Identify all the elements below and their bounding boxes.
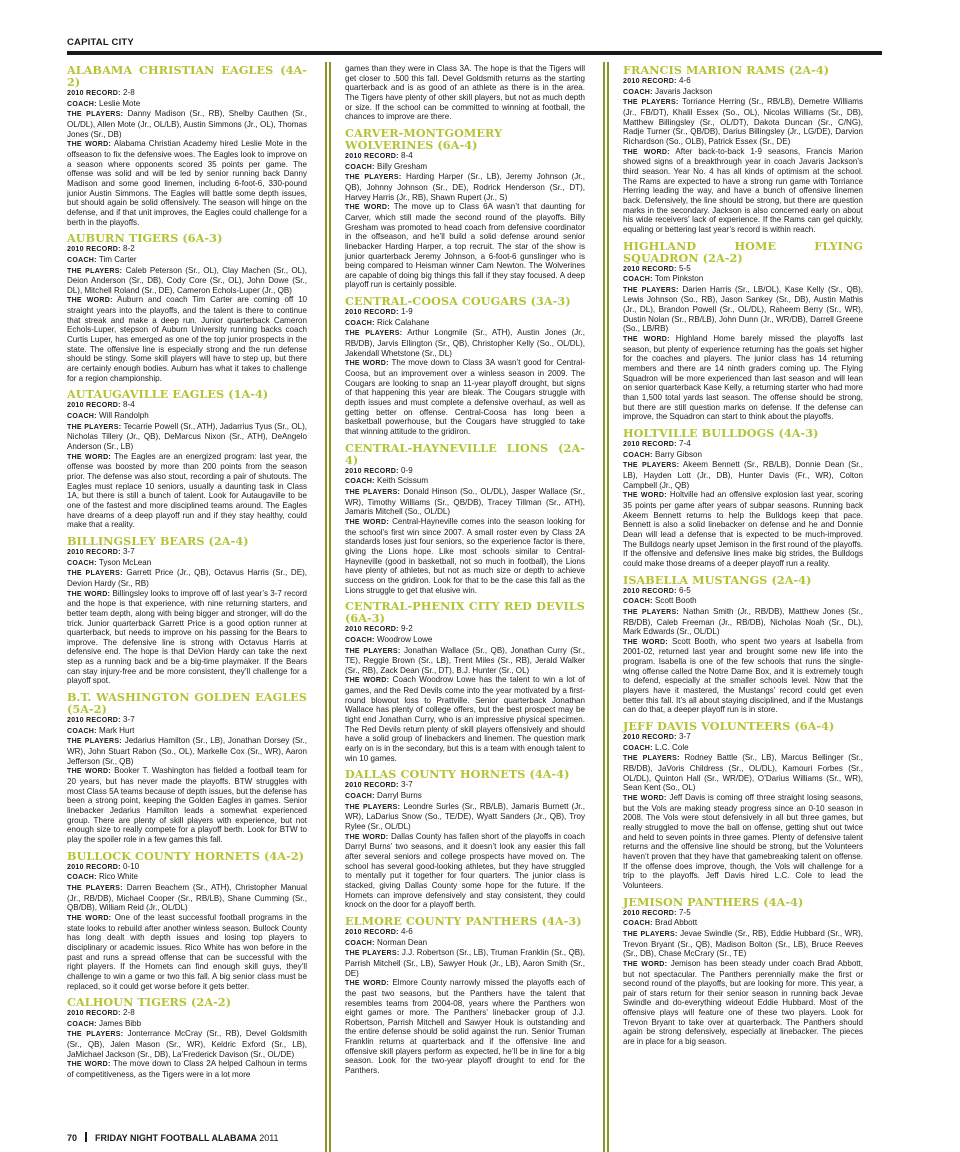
record-text: 3-7 [123,546,135,556]
team-name: JEFF DAVIS VOLUNTEERS (6A-4) [623,719,835,734]
word-label: THE WORD: [623,492,667,500]
players-label: THE PLAYERS: [67,738,122,746]
team-entry [67,850,307,992]
team-entry [623,574,863,716]
column-2 [345,64,585,1076]
coach-line [67,255,307,266]
players-label: THE PLAYERS: [345,803,401,811]
team-entry [345,768,585,910]
team-entry [623,720,863,891]
record-line [67,1008,307,1019]
word-text: Auburn and coach Tim Carter are coming off 10 straight years into the playoffs, and the talent is there to continue that streak and make a deep run. Junior quarterback Cameron Echols-Luper, stepson of Auburn University running backs coach Curtis Luper, has emerged as one of the top junior prospects in the state. The offensive line is especially strong and the run defense should be stingy. Some skill players will have to step up, but there are certainly enough bodies. Auburn has what it takes to challenge for a region championship. [67,295,308,383]
coach-label: COACH: [623,920,653,928]
coach-line [67,1019,307,1030]
players-label: THE PLAYERS: [623,608,680,616]
record-text: 3-7 [679,732,691,742]
coach-text: Keith Scissum [377,476,429,486]
word-line [623,959,863,1047]
word-label: THE WORD: [345,833,389,841]
word-line [67,295,307,383]
record-line [345,624,585,635]
record-text: 2-8 [123,1008,135,1018]
team-name: JEMISON PANTHERS (4A-4) [623,894,804,909]
word-line [67,452,307,530]
word-line [345,517,585,595]
players-line [623,607,863,637]
team-name: BULLOCK COUNTY HORNETS (4A-2) [67,848,305,863]
record-label: 2010 RECORD: [345,152,399,160]
word-text: The move down to Class 3A wasn’t good for Central-Coosa, but an improvement over a winless season in 2009. The Cougars are looking to snap an 11-year playoff drought, but signs of that happening this year are bleak. The Cougars struggle with depth issues and must complete a defensive overhaul, as well as getting better on offense. Central-Coosa has long been a basketball powerhouse, but the Cougars have struggled to take that winning attitude to the gridiron. [345,358,586,436]
players-label: THE PLAYERS: [67,423,122,431]
coach-line [345,476,585,487]
coach-label: COACH: [67,256,97,264]
players-label: THE PLAYERS: [345,174,402,182]
word-text: The Eagles are an energized program: last year, the offense was boosted by more than 200 points from the season prior. The defense was also stout, recording a pair of shutouts. The Eagles must replace 10 seniors, usually a daunting task in Class 1A, but there is still a bunch of talent. Look for Autaugaville to be one of the fastest and more disciplined teams around. The Eagles have dreams of a deep playoff run and if they stay healthy, could make that a reality. [67,451,308,530]
record-text: 0-10 [123,861,140,871]
coach-line [623,743,863,754]
team-name: B.T. WASHINGTON GOLDEN EAGLES (5A-2) [67,690,307,717]
coach-line [67,99,307,110]
record-text: 4-6 [679,76,691,85]
coach-label: COACH: [67,559,97,567]
coach-text: L.C. Cole [655,742,689,752]
word-line [67,1059,307,1079]
word-text: Holtville had an offensive explosion last year, scoring 35 points per game after years of subpar seasons. Running back Akeem Bennett returns to help the Bulldogs keep that pace. Bennett is also a solid linebacker on defense and he and Donnie Dean will lead a defense that is expected to be much-improved. The Bulldogs nearly upset Jemison in the first round of the playoffs. If the offensive and defensive lines make big strides, the Bulldogs could make those dreams of a deeper playoff run a reality. [623,490,863,568]
team-name: DALLAS COUNTY HORNETS (4A-4) [345,767,570,782]
players-label: THE PLAYERS: [345,330,403,338]
players-line [345,802,585,832]
players-line [67,568,307,588]
word-line [623,490,863,568]
coach-text: Woodrow Lowe [377,634,433,644]
players-text: Torriance Herring (Sr., RB/LB), Demetre Williams (Jr., FB/DT), Khalil Essex (So., OL), Nicolas Williams (Sr., DB), Matthew Billingsley (Sr., OL/DT), Dakota Duncan (Sr., C/NG), Radje Turner (Sr., QB/DB), Darius Billingsley (Jr., LG/DE), Darvion Richardson (So., OLB), Patrick Essex (Sr., DE) [623,97,864,146]
players-line [67,883,307,913]
coach-label: COACH: [623,276,653,284]
players-line [623,285,863,334]
record-label: 2010 RECORD: [345,467,399,475]
record-label: 2010 RECORD: [345,626,399,634]
coach-text: Norman Dean [377,937,428,947]
record-line [67,88,307,99]
word-line [345,64,585,122]
record-label: 2010 RECORD: [67,548,121,556]
word-text: games than they were in Class 3A. The hope is that the Tigers will get closer to .500 this fall. Devel Goldsmith returns as the starting quarterback and is as good of an athlete as there is in the area. The Tigers have plenty of other skill players, but not as much depth or size. If the school can be committed to winning at football, the chances to improve are there. [345,64,585,122]
record-text: 8-4 [123,400,135,410]
players-line [623,460,863,490]
word-text: One of the least successful football programs in the state looks to rebuild after another winless season. Bullock County has long dealt with depth issues and losing top players to disciplinary or academic issues. Rico White has won before in the past and runs a spread offense that can be successful with the right players. If the Hornets can find enough skill guys, they’ll challenge to win a game or two this fall. A big senior class must be replaced, so it could get worse before it gets better. [67,912,307,991]
record-label: 2010 RECORD: [623,78,677,85]
players-line [67,422,307,452]
record-label: 2010 RECORD: [623,587,677,595]
coach-text: James Bibb [99,1018,142,1028]
word-line [623,147,863,235]
players-label: THE PLAYERS: [623,755,680,763]
team-entry [345,295,585,437]
coach-label: COACH: [67,413,97,421]
word-label: THE WORD: [67,768,111,776]
team-entry [67,691,307,845]
page-footer [67,1132,279,1143]
word-line [345,202,585,290]
record-text: 8-2 [123,244,135,254]
coach-line [623,87,863,98]
coach-line [623,450,863,461]
record-line [67,715,307,726]
word-line [345,832,585,910]
coach-label: COACH: [623,744,653,752]
word-line [345,978,585,1076]
coach-text: Billy Gresham [377,161,428,171]
players-label: THE PLAYERS: [345,488,401,496]
word-label: THE WORD: [623,148,670,156]
record-line [623,264,863,275]
record-text: 3-7 [123,715,135,725]
record-line [67,400,307,411]
coach-text: Will Randolph [99,411,149,421]
page-number: 70 [67,1133,78,1143]
coach-line [623,596,863,607]
players-text: Donald Hinson (So., OL/DL), Jasper Wallace (Sr., WR), Timothy Williams (Sr., QB/DB), Tracey Tillman (Sr., ATH), Jamaris Mitchell (So., OL/DL) [345,486,585,517]
column-1 [67,64,307,1080]
team-name: CALHOUN TIGERS (2A-2) [67,995,232,1010]
coach-text: Scott Booth [655,596,697,606]
players-line [345,172,585,202]
players-label: THE PLAYERS: [67,570,123,578]
record-line [623,76,863,87]
record-line [67,547,307,558]
record-label: 2010 RECORD: [623,265,677,273]
coach-label: COACH: [67,874,97,882]
record-label: 2010 RECORD: [345,928,399,936]
word-text: After back-to-back 1-9 seasons, Francis Marion showed signs of a breakthrough year in coach Javaris Jackson’s third season. Year No. 4 has all kinds of optimism at the school. The Rams are expected to have a strong run game with Torriance Herring leading the way, and have a bunch of offensive linemen back. Defensively, the line should be strong, but there are question marks in the secondary. Jackson is also concerned early on about his wide receivers’ lack of experience. If the Rams can gel quickly, equaling or bettering last year’s record is within reach. [623,146,863,234]
record-line [345,151,585,162]
word-label: THE WORD: [67,1061,111,1069]
players-label: THE PLAYERS: [67,111,124,119]
team-entry [67,388,307,530]
word-line [623,334,863,422]
coach-text: Darryl Burns [377,791,422,801]
players-line [345,646,585,676]
players-text: Rodney Battle (Sr., LB), Marcus Bellinger (Sr., RB/DB), JaVoris Childress (Sr., OL/DL), Kamouri Forbes (Sr., OL/DL), Quinton Hall (Sr., WR/DE), O’Darius Williams (Sr., WR), Sean Kent (So., OL) [623,753,864,793]
word-line [67,766,307,844]
word-line [345,358,585,436]
team-entry [623,427,863,569]
team-name: BILLINGSLEY BEARS (2A-4) [67,533,249,548]
column-divider [603,62,605,1152]
team-entry [623,896,863,1047]
coach-label: COACH: [345,478,375,486]
coach-text: Brad Abbott [655,918,698,928]
team-entry [345,64,585,122]
word-label: THE WORD: [67,914,112,922]
coach-label: COACH: [623,451,653,459]
players-label: THE PLAYERS: [623,930,678,938]
record-label: 2010 RECORD: [67,402,121,410]
word-line [623,793,863,891]
column-3 [623,64,863,1047]
section-label: CAPITAL CITY [67,37,134,48]
team-name: CARVER-MONTGOMERY WOLVERINES (6A-4) [345,125,503,152]
players-text: Akeem Bennett (Sr., RB/LB), Donnie Dean (Sr., LB), Hayden Lott (Jr., DB), Hunter Davis (Fr., WR), Colton Campbell (Jr., QB) [623,460,863,490]
word-label: THE WORD: [67,590,111,598]
team-name: ALABAMA CHRISTIAN EAGLES (4A-2) [67,63,307,89]
players-label: THE PLAYERS: [623,462,680,470]
team-name: ISABELLA MUSTANGS (2A-4) [623,572,812,587]
players-line [623,97,863,146]
word-label: THE WORD: [345,360,389,368]
team-name: AUBURN TIGERS (6A-3) [67,231,223,246]
coach-line [67,726,307,737]
players-label: THE PLAYERS: [623,99,679,107]
record-text: 3-7 [401,780,413,790]
coach-line [345,318,585,329]
players-text: Jonathan Wallace (Sr., QB), Jonathan Curry (Sr., TE), Reggie Brown (Sr., LB), Trent Miles (Sr., RB), Jerald Walker (Sr., RB), Zack Dean (Sr., DT), B.J. Hunter (Sr., OL) [345,645,585,675]
record-line [67,244,307,255]
coach-line [345,938,585,949]
column-divider [325,62,327,1152]
record-label: 2010 RECORD: [67,717,121,725]
team-entry [67,232,307,383]
word-text: The move down to Class 2A helped Calhoun in terms of competitiveness, as the Tigers were in a lot more [67,1059,308,1080]
players-text: Danny Madison (Sr., RB), Shelby Cauthen (Sr., OL/DL), Allen Mote (Jr., OL/LB), Austin Simmons (Jr., OL), Thomas Jones (Sr., DB) [67,109,307,139]
word-label: THE WORD: [345,518,389,526]
coach-line [623,274,863,285]
record-line [345,466,585,477]
coach-label: COACH: [345,319,375,327]
word-label: THE WORD: [623,960,668,968]
players-line [623,753,863,793]
record-text: 5-5 [679,263,691,273]
word-label: THE WORD: [623,795,667,802]
players-line [67,109,307,139]
record-label: 2010 RECORD: [345,782,399,790]
team-name: HIGHLAND HOME FLYING SQUADRON (2A-2) [623,238,863,265]
coach-label: COACH: [345,939,375,947]
team-entry [623,64,863,235]
record-label: 2010 RECORD: [623,441,677,448]
players-line [345,328,585,358]
team-name: CENTRAL-COOSA COUGARS (3A-3) [345,294,571,309]
word-label: THE WORD: [67,453,112,461]
coach-line [67,558,307,569]
record-text: 7-5 [679,907,691,917]
word-text: The move up to Class 6A wasn’t that daunting for Carver, which still made the second round of the playoffs. Billy Gresham was promoted to head coach from defensive coordinator in the offseason, and he’ll build a solid defense around senior linebacker Harding Harper, a top recruit. The star of the show is junior quarterback Jeremy Johnson, a 6-foot-6 gunslinger who is being compared to Heisman winner Cam Newton. The Wolverines are capable of doing big things this fall if they stay focused. A deep playoff run is certainly possible. [345,202,585,290]
players-text: Nathan Smith (Jr., RB/DB), Matthew Jones (Sr., RB/DB), Caleb Freeman (Jr., RB/DB), Nicholas Noah (Sr., DL), Mark Edwards (Sr., OL/DL) [623,606,863,637]
record-text: 1-9 [401,307,413,317]
coach-text: Leslie Mote [99,98,141,108]
players-label: THE PLAYERS: [67,267,123,275]
record-label: 2010 RECORD: [67,90,121,97]
record-text: 6-5 [679,585,691,595]
word-line [623,637,863,715]
team-entry [623,240,863,423]
players-line [345,948,585,978]
coach-line [345,162,585,173]
word-text: Alabama Christian Academy hired Leslie Mote in the offseason to fix the defensive woes. The Eagles look to improve on a season where opponents scored 35 points per game. The offense was solid and will be led by senior running back Danny Madison and some good linemen, including 6-foot-6, 330-pound junior Austin Simmons. The Eagles will battle some depth issues, but should again be solid offensively. The season will hinge on the defense, and if that unit improves, the Eagles could challenge for a berth in the playoffs. [67,139,307,227]
team-name: HOLTVILLE BULLDOGS (4A-3) [623,426,819,440]
players-text: Harding Harper (Sr., LB), Jeremy Johnson (Jr., QB), Johnny Johnson (Sr., DE), Rodrick Henderson (Sr., DT), Harvey Harris (Jr., RB), Shawn Rupert (Jr., S) [345,172,586,202]
record-line [623,908,863,919]
record-label: 2010 RECORD: [623,909,677,917]
players-line [623,929,863,959]
word-label: THE WORD: [67,297,113,305]
coach-text: Barry Gibson [655,449,703,459]
record-text: 7-4 [679,439,691,448]
record-label: 2010 RECORD: [67,1010,121,1018]
coach-line [345,635,585,646]
word-line [345,675,585,763]
coach-text: Rick Calahane [377,317,430,327]
team-name: CENTRAL-HAYNEVILLE LIONS (2A-4) [345,440,585,467]
coach-label: COACH: [345,636,375,644]
word-text: Billingsley looks to improve off of last year’s 3-7 record and the hope is that experience, with nine returning starters, and better team depth, along with being bigger and stronger, will do the trick. Junior quarterback Garrett Price is a good option runner at quarterback, but needs to improve on his passing for the Bears to improve. The defensive line is strong with Octavus Harris at defensive end. The hope is that DeVion Hardy can take the next step as a running back and be a big-time playmaker. If the Bears can stay injury-free and be more consistent, they’ll challenge for a playoff spot. [67,588,307,686]
record-text: 4-6 [401,926,413,936]
record-line [623,439,863,450]
team-entry [67,996,307,1080]
players-text: Caleb Peterson (Sr., OL), Clay Machen (Sr., OL), Deion Anderson (Sr., DB), Cody Core (Sr., OL), John Dowe (Sr., DL), Mitchell Roland (Sr., DE), Cameron Echols-Luper (Jr., QB) [67,265,308,295]
record-label: 2010 RECORD: [623,734,677,742]
players-line [67,736,307,766]
players-text: Darien Harris (Sr., LB/OL), Kase Kelly (Sr., QB), Lewis Johnson (So., RB), Jason Sankey (Sr., DB), Austin Mathis (Jr., DL), Brandon Powell (Sr., OL/DL), Raheem Berry (Sr., WR), Dustin Nolan (Sr., RB/LB), John Dunn (Jr., WR/DB), Darrell Greene (So., LB/RB) [623,284,863,334]
record-text: 0-9 [401,465,413,475]
players-text: Jonterrance McCray (Sr., RB), Devel Goldsmith (Sr., QB), Jalen Mason (Sr., WR), Keldric Exford (Sr., LB), JaMichael Jackson (Sr., DB), La’Frederick Davison (Sr., OL/DE) [67,1029,307,1059]
record-line [345,927,585,938]
word-label: THE WORD: [345,204,390,212]
players-label: THE PLAYERS: [623,286,679,294]
word-text: Elmore County narrowly missed the playoffs each of the past two seasons, but the Panthers have the talent that resembles teams from 2004-08, years where the Panthers won eight games or more. The Panthers’ linebacker group of J.J. Robertson, Parrish Mitchell and Sawyer Houk is outstanding and the entire defense should be solid against the run. Senior Truman Franklin returns at quarterback and if the offensive line and offensive skill players perform as expected, he’ll be in line for a big season. Look for the two-year playoff drought to end for the Panthers. [345,978,585,1076]
players-text: J.J. Robertson (Sr., LB), Truman Franklin (Sr., QB), Parrish Mitchell (Sr., LB), Sawyer Houk (Jr., LB), Aaron Smith (Sr., DE) [345,948,585,978]
team-entry [67,535,307,686]
coach-label: COACH: [345,793,375,801]
publication-year: 2011 [259,1133,279,1143]
word-label: THE WORD: [345,980,390,988]
coach-line [623,918,863,929]
coach-line [67,872,307,883]
players-line [67,266,307,296]
word-line [67,139,307,227]
coach-label: COACH: [623,598,653,606]
word-label: THE WORD: [623,336,670,344]
players-text: Tecarrie Powell (Sr., ATH), Jadarrius Tyus (Sr., OL), Nicholas Tillery (Jr., QB), DeMarcus Nixon (Sr., ATH), DeAngelo Anderson (Sr., LB) [67,421,307,451]
record-line [67,862,307,873]
word-label: THE WORD: [345,677,390,685]
top-rule [67,51,882,55]
coach-label: COACH: [67,1020,97,1028]
players-text: Garrett Price (Jr., QB), Octavus Harris (Sr., DE), Devion Hardy (Sr., RB) [67,568,307,588]
players-label: THE PLAYERS: [67,884,123,892]
players-text: Darren Beachem (Sr., ATH), Christopher Manual (Jr., RB/DB), Michael Cooper (Sr., RB/LB), Shane Cumming (Sr., QB/DB), William Reid (Jr., OL/DL) [67,882,307,913]
publication-title: FRIDAY NIGHT FOOTBALL ALABAMA [95,1133,257,1143]
word-line [67,913,307,991]
record-label: 2010 RECORD: [67,863,121,871]
word-text: Scott Booth, who spent two years at Isabella from 2001-02, returned last year and brought some new life into the program. Isabella is one of the few schools that runs the single-wing offense called the Notre Dame Box, and it is extremely tough to defend, especially at the smaller schools level. Now that the players have it mastered, the Mustangs’ record could get even better this fall. It’s all about staying disciplined, and if the Mustangs can do that, a deeper playoff run is in store. [623,636,863,715]
word-text: Booker T. Washington has fielded a football team for 20 years, but has never made the playoffs. BTW struggles with most Class 5A teams because of depth issues, but the defense has been a strong point, keeping the Golden Eagles in games. Senior linebacker Jedarius Hamilton leads a somewhat experienced group. There are plenty of skill players with experience, but not enough size to really compete for a playoff berth. Look for BTW to play the spoiler role in a few games this fall. [67,766,307,844]
players-text: Arthur Longmile (Sr., ATH), Austin Jones (Jr., RB/DB), Jarvis Ellington (Sr., QB), Christopher Kelly (So., OL/DL), Jakendall Whetstone (Sr., DL) [345,328,586,358]
record-line [345,307,585,318]
team-name: CENTRAL-PHENIX CITY RED DEVILS (6A-3) [345,599,585,626]
team-name: FRANCIS MARION RAMS (2A-4) [623,63,830,77]
coach-label: COACH: [623,88,653,96]
coach-text: Tom Pinkston [654,274,704,284]
word-text: Jemison has been steady under coach Brad Abbott, but not spectacular. The Panthers perennially make the first or second round of the playoffs, but are looking for more. This year, a pair of stars return for their senior season in running back Jevae Swindle and do-everything wideout Eddie Hubbard. Most of the offensive plays will feature one of these two players. Look for Trevon Bryant to take over at quarterback. The Panthers should again be strong defensively, especially at linebacker. The pieces are in place for a big season. [623,958,864,1047]
coach-label: COACH: [67,100,97,108]
record-text: 8-4 [401,150,413,160]
team-entry [67,64,307,227]
footer-separator [85,1132,87,1142]
record-line [623,732,863,743]
players-label: THE PLAYERS: [345,647,401,655]
record-label: 2010 RECORD: [67,246,121,254]
coach-text: Tim Carter [98,254,137,264]
record-line [345,780,585,791]
word-label: THE WORD: [623,638,668,646]
word-text: Highland Home barely missed the playoffs last season, but plenty of experience returning has the goals set higher for the coaches and players. The junior class has 14 returning members and there are 14 ninth graders coming up. The Flying Squadron will be more experienced than last season and will lean on senior quarterback Kase Kelly, a returning starter who had more than 1,500 total yards last season. The offense should be strong, but there are still question marks on defense. If the defense can improve, the Squadron can start to think about the playoffs. [623,334,863,422]
team-name: AUTAUGAVILLE EAGLES (1A-4) [67,387,269,402]
word-label: THE WORD: [67,141,112,149]
word-text: Jeff Davis is coming off three straight losing seasons, but the Vols are making steady progress since an 0-10 season in 2008. The Vols were stout defensively in all but three games, but really struggled to move the ball on offense, getting shut out twice and held to seven points in three games. Plenty of defensive talent returns and the offensive line should be strong, but the Volunteers haven’t proven that they have that gamebreaking talent on offense. If the offense does improve, though, the Vols will challenge for a trip to the playoffs. Jeff Davis hired L.C. Cole to lead the Volunteers. [623,793,863,890]
coach-text: Javaris Jackson [655,86,713,96]
record-text: 9-2 [401,624,413,634]
coach-text: Tyson McLean [98,557,152,567]
players-text: Jevae Swindle (Sr., RB), Eddie Hubbard (Sr., WR), Trevon Bryant (Sr., QB), Madison Bolton (Sr., LB), Bruce Reeves (Sr., DB), Chase McCrary (Sr., TE) [623,928,863,959]
record-label: 2010 RECORD: [345,309,399,317]
coach-line [345,791,585,802]
coach-text: Rico White [99,872,138,882]
word-text: Dallas County has fallen short of the playoffs in coach Darryl Burns’ two seasons, and it doesn’t look any easier this fall after several seniors and college prospects have moved on. The school has several good-looking athletes, but they have struggled to mentally put it together for four quarters. The junior class is stacked, giving Dallas County some hope for the future. If the Hornets can improve defensively and stay consistent, they could knock on the door for a playoff berth. [345,831,585,910]
coach-label: COACH: [67,727,97,735]
word-line [67,589,307,687]
team-entry [345,442,585,596]
coach-label: COACH: [345,163,375,171]
word-text: Central-Hayneville comes into the season looking for the school’s first win since 2007. A small roster even by Class 2A standards loses just four seniors, so the experience factor is there, giving the Lions hope. Like most schools similar to Central-Hayneville (good in basketball, not so much in football), the Lions have plenty of athletes, but not as much size or depth to achieve success on the gridiron. Look for that to be the case this fall as the Lions struggle to get that elusive win. [345,516,585,595]
players-label: THE PLAYERS: [67,1031,124,1039]
team-entry [345,600,585,763]
team-name: ELMORE COUNTY PANTHERS (4A-3) [345,913,582,928]
team-entry [345,915,585,1076]
coach-line [67,411,307,422]
word-text: Coach Woodrow Lowe has the talent to win a lot of games, and the Red Devils come into the year motivated by a first-round blowout loss to Prattville. Senior quarterback Jonathan Wallace has plenty of college offers, but the best prospect may be tight end Jonathan Curry, who is an impressive physical specimen. The Red Devils return plenty of skill players offensively and should have a solid group of linebackers and linemen. The question mark early on is in the secondary, but this is a team with enough talent to win 10 games. [345,675,585,763]
record-text: 2-8 [123,88,135,97]
team-entry [345,127,585,290]
players-line [345,487,585,517]
coach-text: Mark Hurt [99,725,135,735]
players-line [67,1029,307,1059]
record-line [623,586,863,597]
players-text: Jedarius Hamilton (Sr., LB), Jonathan Dorsey (Sr., WR), John Stuart Rabon (So., OL), Markelle Cox (Sr., WR), Aaron Jefferson (Sr., QB) [67,736,307,766]
players-text: Leondre Surles (Sr., RB/LB), Jamaris Burnett (Jr., WR), LaDarius Snow (So., TE/DE), Wyatt Sanders (Jr., QB), Troy Rylee (Sr., OL/DL) [345,801,585,831]
players-label: THE PLAYERS: [345,950,400,958]
